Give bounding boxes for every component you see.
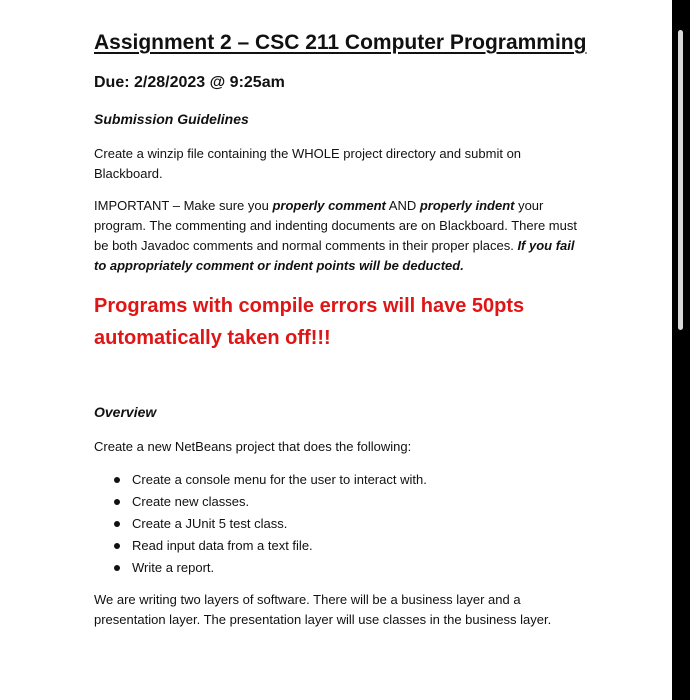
overview-intro: Create a new NetBeans project that does the following: [94, 439, 412, 454]
bullet-icon [114, 543, 120, 549]
list-item [112, 491, 427, 513]
submission-instructions: Create a winzip file containing the WHOLE project directory and submit on Blackboard. [94, 146, 522, 181]
compile-error-warning: Programs with compile errors will have 50pts automatically taken off!!! [94, 295, 525, 349]
list-item [112, 469, 427, 491]
bullet-icon [114, 565, 120, 571]
important-text-1: IMPORTANT – Make sure you [94, 198, 273, 213]
bullet-icon [114, 499, 120, 505]
assignment-title: Assignment 2 – CSC 211 Computer Programming [94, 31, 587, 54]
important-emphasis-2: properly indent [419, 198, 515, 213]
scrollbar-track[interactable] [672, 0, 690, 700]
overview-heading: Overview [94, 404, 157, 420]
due-date: Due: 2/28/2023 @ 9:25am [94, 74, 285, 91]
list-item [112, 513, 427, 535]
important-emphasis-3: If you fail to appropriately comment or indent points will be deducted. [94, 238, 575, 273]
list-item-text: Create a JUnit 5 test class. [132, 516, 288, 531]
list-item-text: Read input data from a text file. [132, 538, 313, 553]
important-emphasis-1: properly comment [272, 198, 386, 213]
list-item-text: Write a report. [132, 560, 215, 575]
important-text-3: your program. The commenting and indenting documents are on Blackboard. There must be both Javadoc comments and normal comments in their proper places. [94, 198, 577, 253]
bullet-icon [114, 521, 120, 527]
list-item [112, 535, 427, 557]
bullet-icon [114, 477, 120, 483]
important-note [94, 196, 589, 276]
scrollbar-thumb[interactable] [678, 30, 683, 330]
submission-guidelines-heading: Submission Guidelines [94, 111, 249, 127]
list-item-text: Create new classes. [132, 494, 250, 509]
important-text-2: AND [385, 198, 420, 213]
closing-paragraph: We are writing two layers of software. There will be a business layer and a presentation layer. The presentation layer will use classes in the business layer. [94, 592, 552, 627]
list-item [112, 557, 427, 579]
overview-list [112, 469, 427, 579]
document-content [94, 30, 594, 627]
list-item-text: Create a console menu for the user to interact with. [132, 472, 427, 487]
